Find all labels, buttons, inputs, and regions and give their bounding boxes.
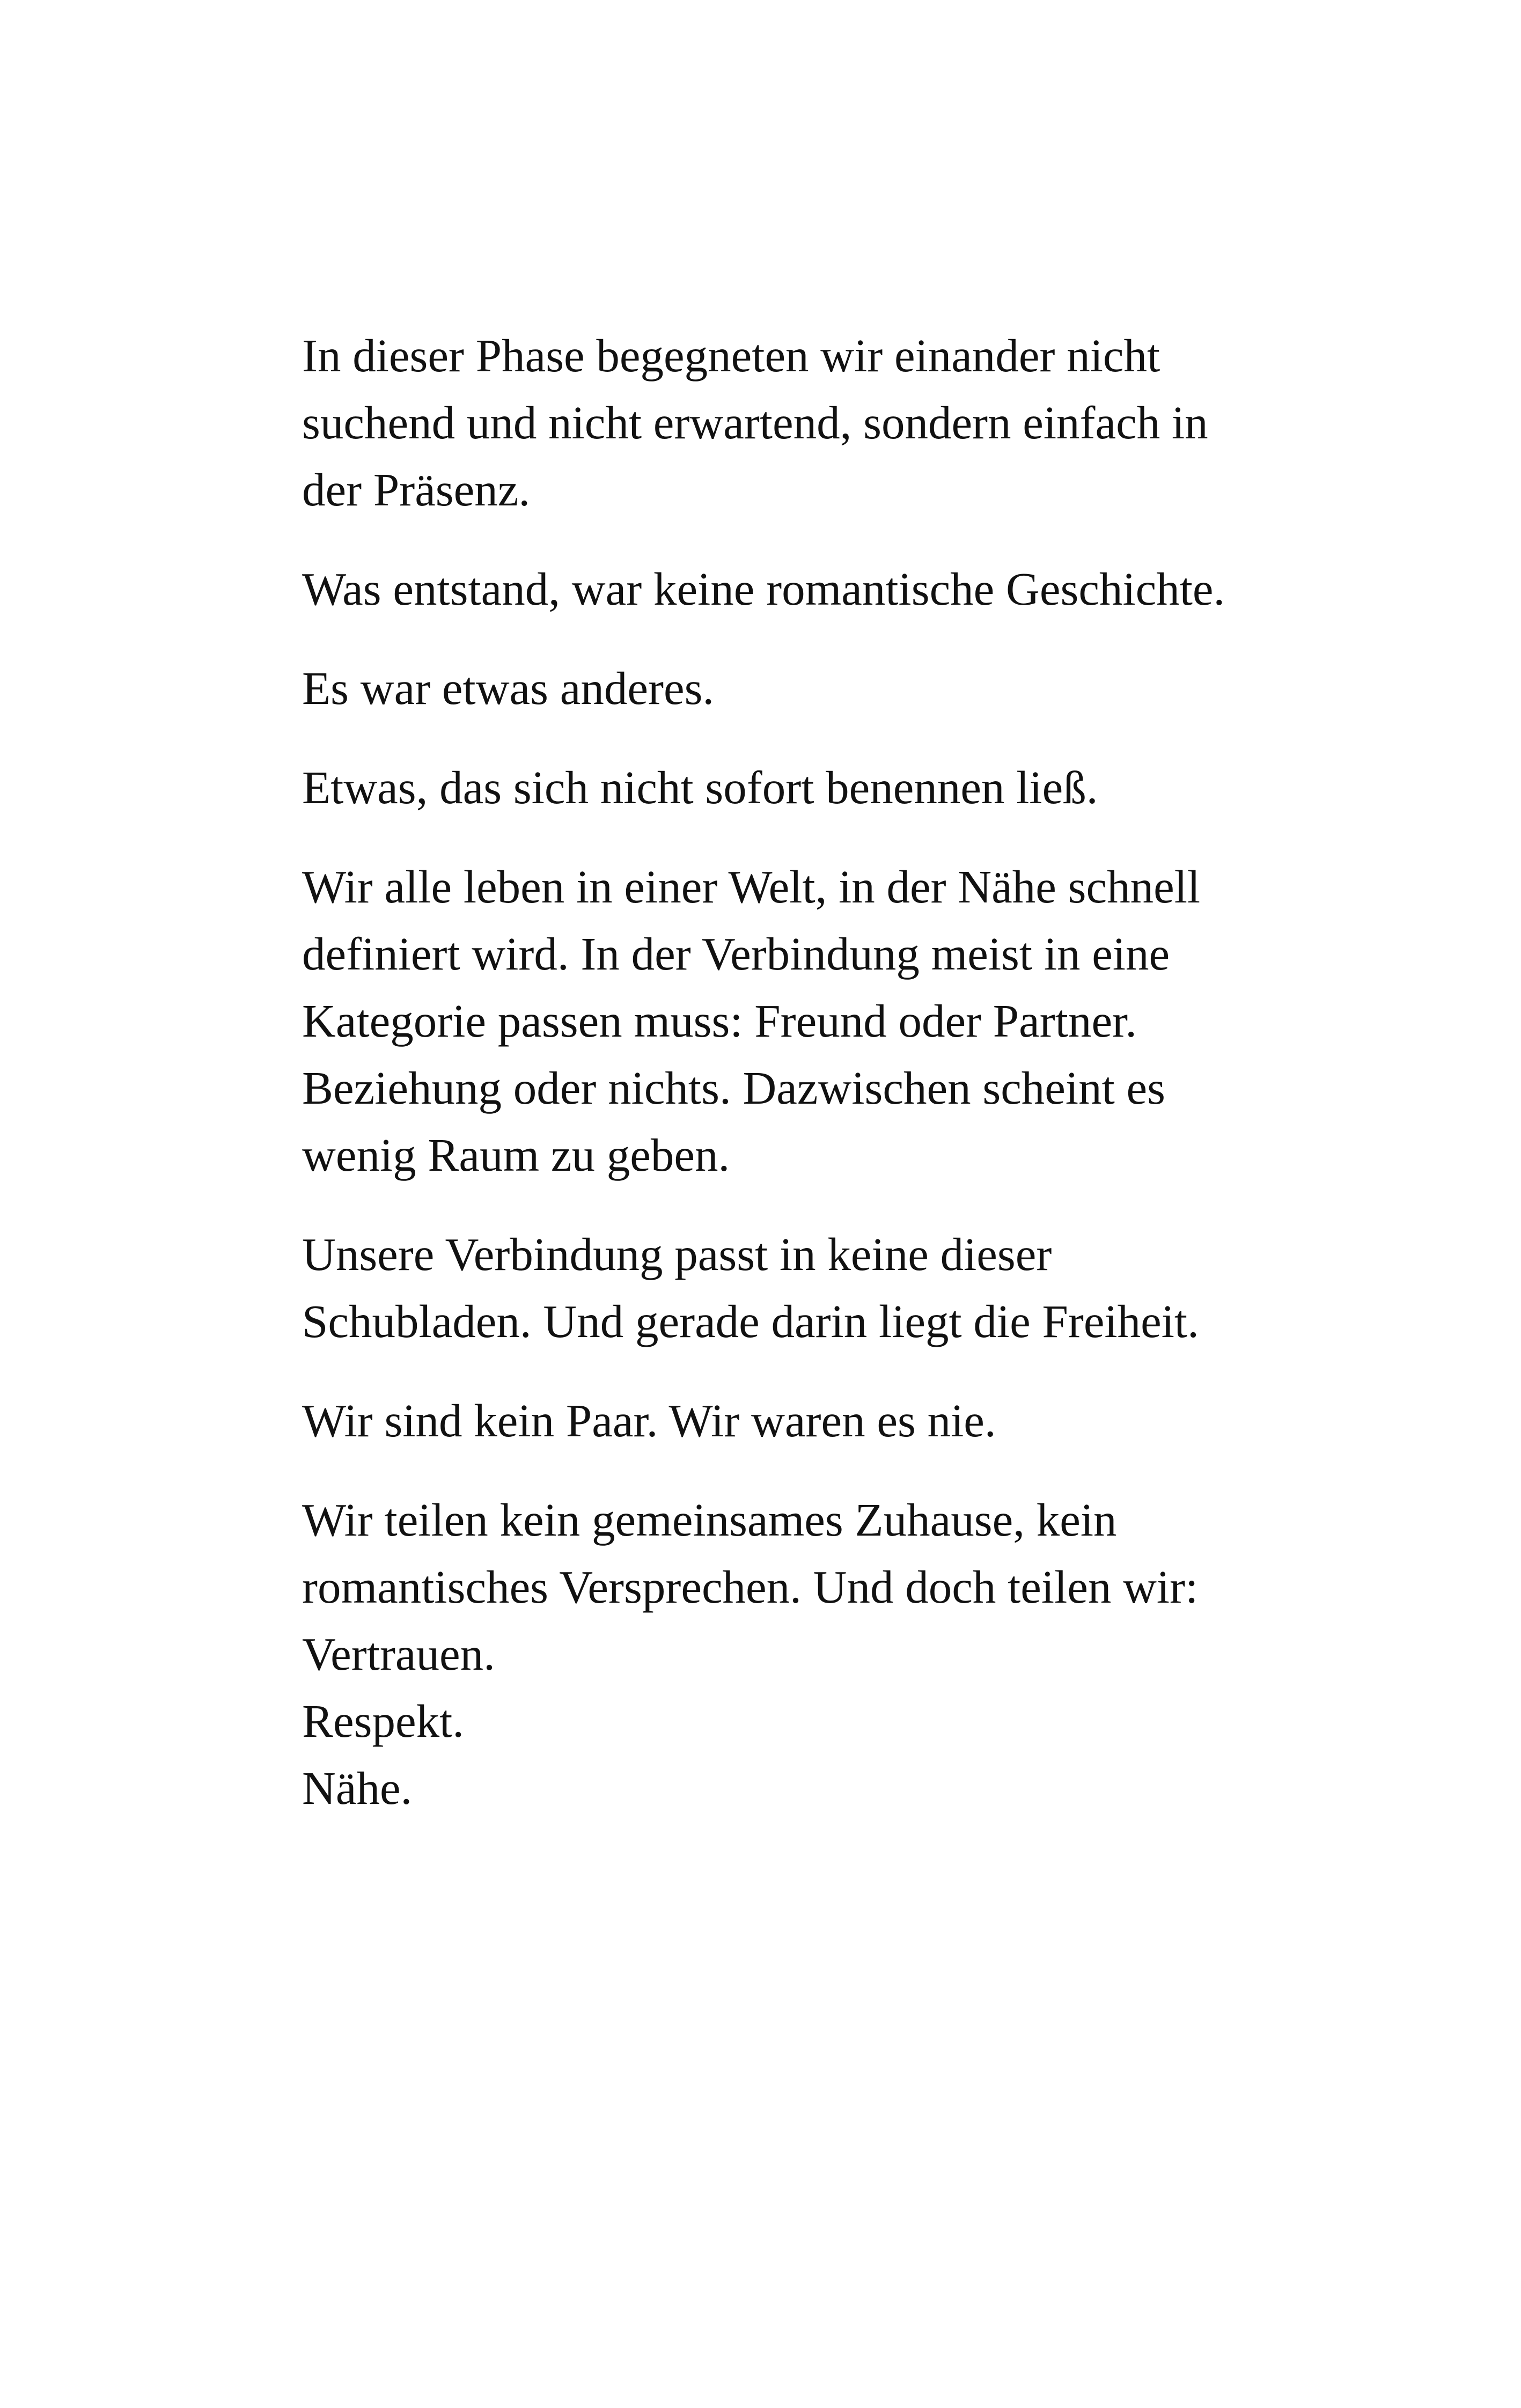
paragraph-8: Wir teilen kein gemeinsames Zuhause, kein romantisches Versprechen. Und doch teilen wir: Vertrauen. Respekt. Nähe. [302, 1494, 1199, 1814]
paragraph-7: Wir sind kein Paar. Wir waren es nie. [302, 1394, 996, 1447]
paragraph-2: Was entstand, war keine romantische Geschichte. [302, 563, 1225, 615]
paragraph-4: Etwas, das sich nicht sofort benennen ließ. [302, 761, 1098, 813]
paragraph-3: Es war etwas anderes. [302, 662, 715, 714]
paragraph-5: Wir alle leben in einer Welt, in der Nähe schnell definiert wird. In der Verbindung meist in eine Kategorie passen muss: Freund oder Partner. Beziehung oder nichts. Dazwischen scheint es wenig Raum zu geben. [302, 861, 1201, 1181]
body-text [302, 322, 1295, 1822]
paragraph-1: In dieser Phase begegneten wir einander nicht suchend und nicht erwartend, sondern einfach in der Präsenz. [302, 329, 1208, 516]
paragraph-6: Unsere Verbindung passt in keine dieser Schubladen. Und gerade darin liegt die Freiheit. [302, 1228, 1199, 1347]
